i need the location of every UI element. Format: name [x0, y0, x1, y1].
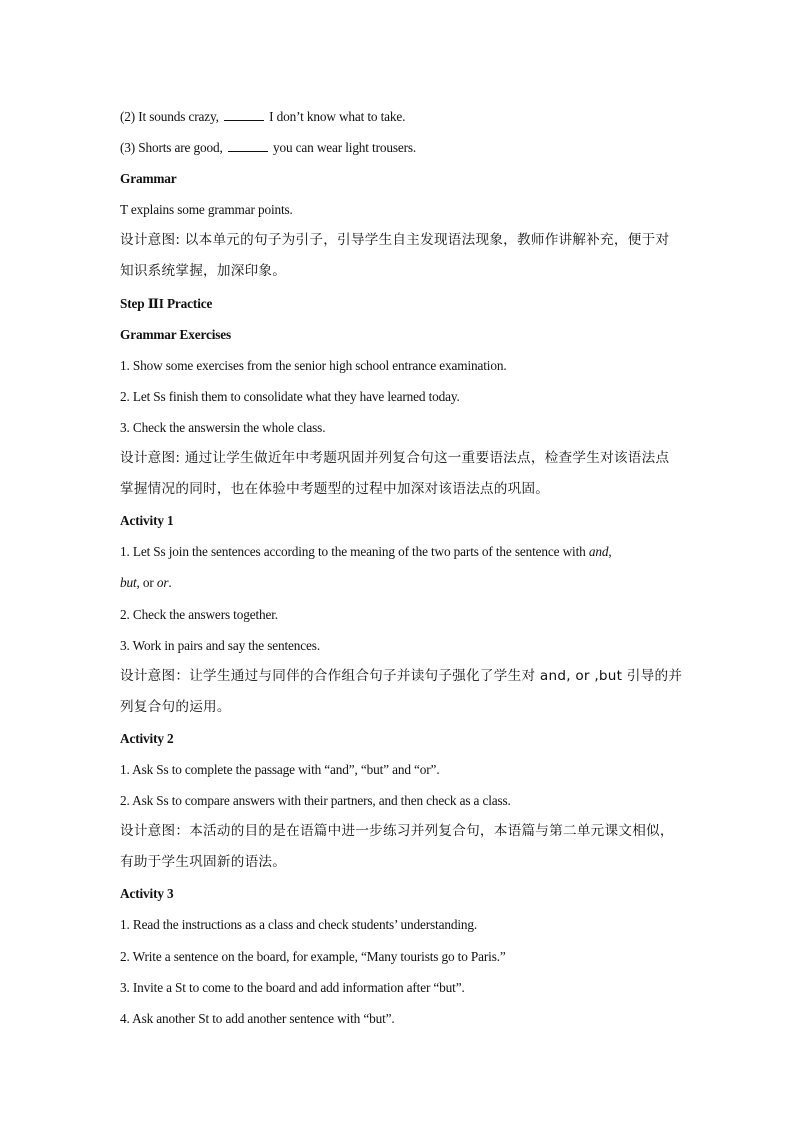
- paragraph-line: T explains some grammar points.: [120, 202, 293, 218]
- section-heading-activity-3: Activity 3: [120, 886, 174, 902]
- keyword-and: and: [588, 544, 609, 560]
- design-intent-line: 有助于学生巩固新的语法。: [120, 854, 287, 871]
- list-item: 3. Check the answersin the whole class.: [120, 419, 326, 435]
- list-item: 3. Work in pairs and say the sentences.: [120, 637, 320, 653]
- list-item: 1. Read the instructions as a class and check students’ understanding.: [120, 917, 478, 933]
- list-item-text: 1. Let Ss join the sentences according to the meaning of the two parts of the sentence with: [120, 544, 589, 560]
- design-intent-line: 知识系统掌握，加深印象。: [120, 263, 287, 280]
- punctuation: .: [168, 575, 172, 591]
- list-item: 2. Ask Ss to compare answers with their partners, and then check as a class.: [120, 793, 511, 809]
- list-item: 1. Ask Ss to complete the passage with “and”, “but” and “or”.: [120, 761, 440, 777]
- exercise-item-2-suffix: I don’t know what to take.: [265, 109, 406, 124]
- section-heading-activity-1: Activity 1: [120, 513, 174, 529]
- list-item: 4. Ask another St to add another sentence with “but”.: [120, 1010, 395, 1026]
- exercise-item-3: [120, 132, 680, 163]
- document-body: [120, 101, 683, 1034]
- list-item: [120, 536, 680, 567]
- design-intent-line: 设计意图: 以本单元的句子为引子，引导学生自主发现语法现象，教师作讲解补充，便于对: [120, 232, 670, 249]
- exercise-item-3-suffix: you can wear light trousers.: [269, 140, 417, 156]
- section-heading-grammar-exercises: Grammar Exercises: [120, 326, 232, 342]
- punctuation: ,: [608, 544, 612, 560]
- section-heading-step-practice: Step ⅡI Practice: [120, 295, 213, 311]
- list-item: 3. Invite a St to come to the board and add information after “but”.: [120, 979, 465, 995]
- design-intent-line: 设计意图：让学生通过与同伴的合作组合句子并读句子强化了学生对 and, or ,but 引导的并: [120, 667, 683, 684]
- list-item-continuation: [120, 567, 680, 598]
- design-intent-line: 设计意图: 通过让学生做近年中考题巩固并列复合句这一重要语法点，检查学生对该语法点: [120, 450, 670, 467]
- answer-blank: [224, 109, 264, 121]
- list-item: 2. Let Ss finish them to consolidate what they have learned today.: [120, 388, 460, 404]
- list-item: 2. Check the answers together.: [120, 606, 278, 622]
- answer-blank: [228, 140, 268, 152]
- keyword-or: or: [156, 575, 169, 591]
- section-heading-activity-2: Activity 2: [120, 730, 174, 746]
- list-item-text: , or: [136, 575, 157, 591]
- exercise-item-2-prefix: (2) It sounds crazy,: [120, 109, 222, 124]
- exercise-item-3-prefix: (3) Shorts are good,: [120, 140, 226, 156]
- list-item: 1. Show some exercises from the senior high school entrance examination.: [120, 357, 507, 373]
- exercise-item-2: [120, 101, 680, 132]
- design-intent-line: 列复合句的运用。: [120, 698, 231, 715]
- section-heading-grammar: Grammar: [120, 171, 177, 187]
- list-item: 2. Write a sentence on the board, for example, “Many tourists go to Paris.”: [120, 948, 506, 964]
- design-intent-line: 掌握情况的同时，也在体验中考题型的过程中加深对该语法点的巩固。: [120, 481, 550, 498]
- keyword-but: but: [120, 575, 137, 591]
- design-intent-line: 设计意图：本活动的目的是在语篇中进一步练习并列复合句，本语篇与第二单元课文相似，: [120, 823, 674, 840]
